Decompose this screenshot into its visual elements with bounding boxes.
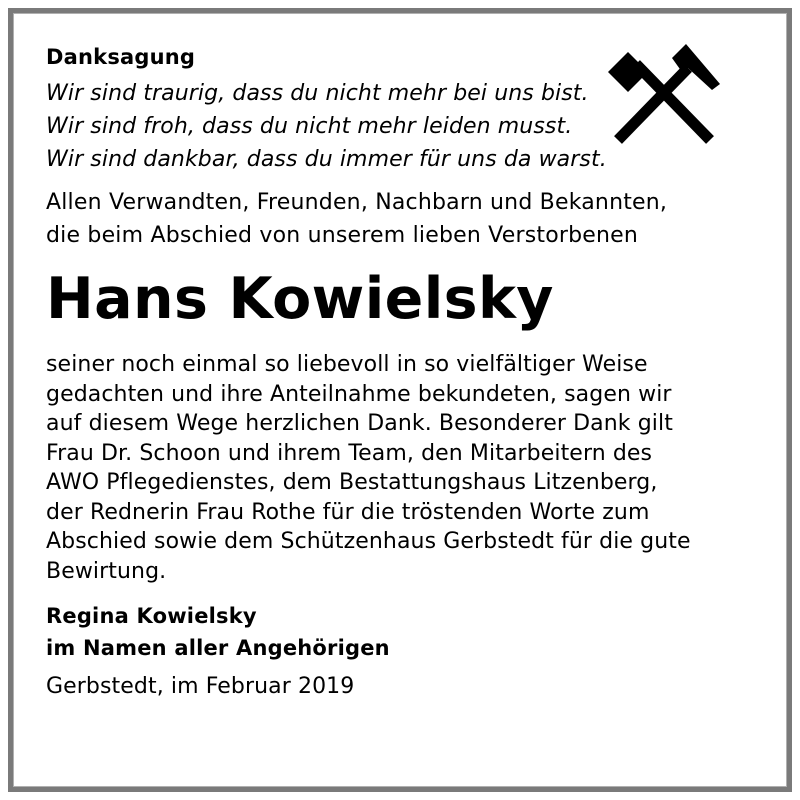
place-and-date: Gerbstedt, im Februar 2019: [46, 674, 355, 699]
notice-heading: Danksagung: [46, 45, 196, 69]
signature-subline: im Namen aller Angehörigen: [46, 636, 390, 660]
notice-content: [46, 43, 758, 702]
body-line: der Rednerin Frau Rothe für die tröstenden Worte zum: [46, 499, 650, 525]
signature: [46, 600, 758, 664]
deceased-name: Hans Kowielsky: [46, 266, 554, 332]
intro-line: die beim Abschied von unserem lieben Verstorbenen: [46, 223, 639, 248]
poem-line: Wir sind froh, dass du nicht mehr leiden musst.: [46, 114, 573, 139]
intro-text: [46, 186, 758, 252]
signature-name: Regina Kowielsky: [46, 604, 257, 628]
body-line: Abschied sowie dem Schützenhaus Gerbstedt für die gute: [46, 529, 691, 554]
body-line: auf diesem Wege herzlichen Dank. Besonderer Dank gilt: [46, 411, 673, 436]
body-line: seiner noch einmal so liebevoll in so vielfältiger Weise: [46, 352, 648, 377]
body-line: gedachten und ihre Anteilnahme bekundeten, sagen wir: [46, 381, 672, 407]
poem-line: Wir sind traurig, dass du nicht mehr bei uns bist.: [46, 81, 589, 106]
poem: [46, 77, 758, 176]
poem-line: Wir sind dankbar, dass du immer für uns da warst.: [46, 147, 607, 172]
body-line: AWO Pflegedienstes, dem Bestattungshaus Litzenberg,: [46, 470, 658, 495]
intro-line: Allen Verwandten, Freunden, Nachbarn und Bekannten,: [46, 190, 668, 215]
thanks-body: [46, 350, 758, 586]
body-line: Bewirtung.: [46, 558, 167, 584]
body-line: Frau Dr. Schoon und ihrem Team, den Mitarbeitern des: [46, 440, 653, 466]
